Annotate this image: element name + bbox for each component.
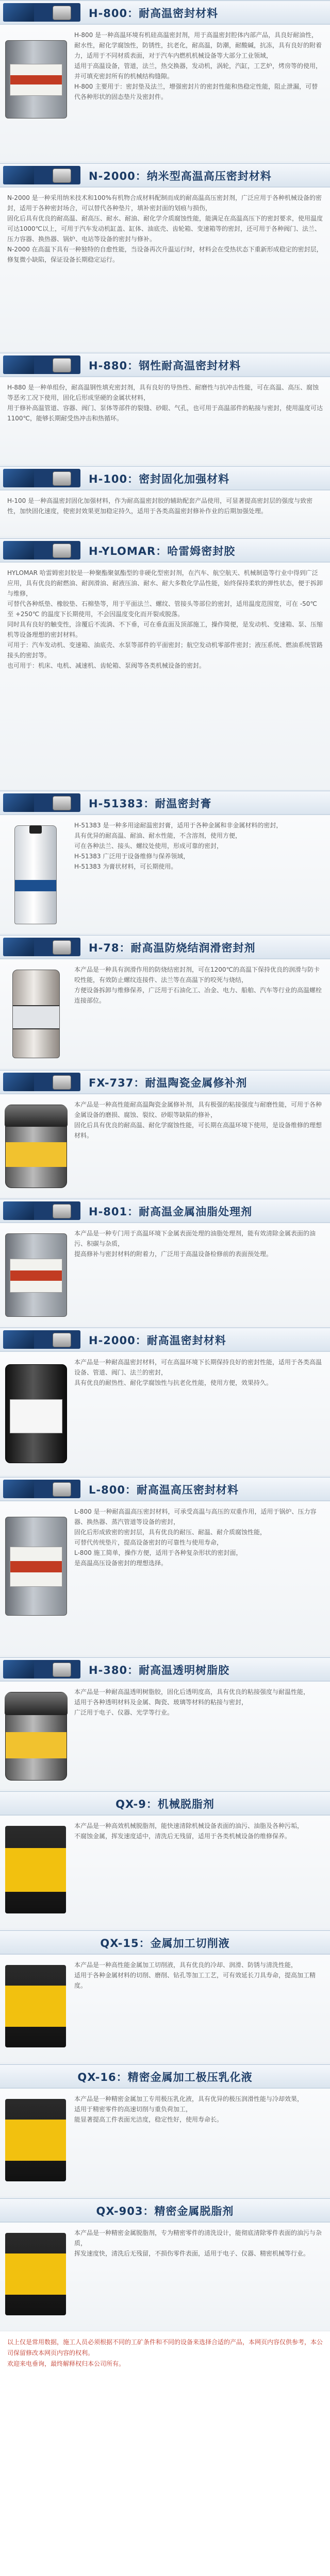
paragraph: 本产品是一种耐高温密封材料，可在高温环境下长期保持良好的密封性能，适用于各类高温设备、管道、阀门、法兰的密封， — [74, 1359, 322, 1376]
section-qx9 — [0, 1791, 330, 1929]
paragraph: 用于修补高温管道、容器、阀门、泵体等部件的裂缝、砂眼、气孔，也可用于高温部件的粘接与密封，使用温度可达1100℃，能够长期耐受热冲击和热循环。 — [7, 404, 323, 422]
paragraph: 具有优良的耐热性、耐化学腐蚀性与抗老化性能，使用方便，效果持久。 — [74, 1379, 273, 1386]
paragraph: H-51383 广泛用于设备维修与保养领域， — [74, 853, 190, 860]
paragraph: 可用于：汽车发动机、变速箱、油底壳、水泵等部件的平面密封；航空发动机零部件密封；液压系统、燃油系统管路接头的密封等。 — [7, 641, 323, 659]
section-banner — [0, 1657, 330, 1682]
section-qx15 — [0, 1930, 330, 2063]
product-logo-icon — [3, 469, 80, 487]
section-body — [0, 1501, 330, 1656]
paragraph: 方便设备拆卸与维修保养，广泛用于石油化工、冶金、电力、船舶、汽车等行业的高温螺栓连接部位。 — [74, 987, 322, 1004]
product-tube-icon — [14, 825, 57, 924]
paragraph: 本产品是一种精密金属脱脂剂，专为精密零件的清洗设计，能彻底清除零件表面的油污与杂质， — [74, 2229, 322, 2247]
paragraph: N-2000 在高温下具有一种独特的自愈性能，当设备再次升温运行时，材料会在受热状态下重新形成稳定的密封层，修复微小缺陷，保证设备长期稳定运行。 — [7, 246, 323, 263]
paragraph: 具有优异的耐高温、耐油、耐水性能，不含溶剂，使用方便， — [74, 832, 242, 839]
section-h51383 — [0, 790, 330, 934]
paragraph: 提高修补与密封材料的附着力，广泛用于高温设备检修前的表面预处理。 — [74, 1250, 273, 1258]
product-bottle-icon — [12, 970, 60, 1058]
section-h880 — [0, 352, 330, 465]
section-title: H-2000：耐高温密封材料 — [89, 1334, 226, 1347]
section-title: QX-903：精密金属脱脂剂 — [96, 2205, 234, 2217]
section-body — [0, 490, 330, 537]
section-body — [0, 1352, 330, 1476]
paragraph: 可替代各种纸垫、橡胶垫、石棉垫等，用于平面法兰、螺纹、管接头等部位的密封，适用温度范围宽，可在 -50℃ 至 +250℃ 的温度下长期使用，不会因温度变化而开裂或脱落。 — [7, 600, 317, 618]
section-l800 — [0, 1477, 330, 1656]
paragraph: 适用于精密零件的高速切削与重负荷加工， — [74, 2106, 192, 2113]
paragraph: 本产品是一种高性能金属加工切削液，具有优良的冷却、润滑、防锈与清洗性能， — [74, 1961, 298, 1969]
section-body — [0, 2089, 330, 2197]
section-title: H-100：密封固化加强材料 — [89, 473, 230, 485]
paragraph: 本产品是一种耐高温透明树脂胶，固化后透明度高，具有优良的粘接强度与耐温性能， — [74, 1688, 310, 1696]
paragraph: 也可用于：机床、电机、减速机、齿轮箱、泵阀等各类机械设备的密封。 — [7, 662, 206, 669]
section-title: H-800：耐高温密封材料 — [89, 7, 219, 20]
section-title: QX-15：金属加工切削液 — [100, 1937, 230, 1950]
section-banner — [0, 163, 330, 188]
section-banner — [0, 0, 330, 25]
product-jar-icon — [5, 1692, 67, 1781]
paragraph: 适用于各种透明材料及金属、陶瓷、玻璃等材料的粘接与密封， — [74, 1699, 248, 1706]
paragraph: 广泛用于电子、仪器、光学等行业。 — [74, 1709, 174, 1716]
section-title: H-380：耐高温透明树脂胶 — [89, 1664, 230, 1676]
section-qx903 — [0, 2198, 330, 2331]
product-logo-icon — [3, 1330, 80, 1349]
product-can-icon — [5, 1233, 67, 1317]
section-banner — [0, 352, 330, 377]
section-text — [74, 1687, 324, 1718]
section-body — [0, 563, 330, 790]
paragraph: H-880 是一种单组份，耐高温钢性填充密封剂，具有良好的导热性、耐磨性与抗冲击性能，可在高温、高压、腐蚀等恶劣工况下使用，固化后形成坚硬的金属状材料， — [7, 384, 319, 401]
section-qx16 — [0, 2064, 330, 2197]
paragraph: H-51383 是一种多用途耐温密封膏，适用于各种金属和非金属材料的密封， — [74, 822, 283, 829]
section-banner — [0, 538, 330, 563]
section-h380 — [0, 1657, 330, 1790]
product-container-icon — [5, 1364, 67, 1463]
paragraph: 固化后具有优良的耐高温、耐化学腐蚀性能，可长期在高温环境下使用，是设备维修的理想材料。 — [74, 1122, 322, 1139]
paragraph: 本产品是一种专门用于高温环境下金属表面处理的油脂处理剂，能有效清除金属表面的油污、积碳与杂质， — [74, 1230, 316, 1247]
paragraph: 可替代传统垫片，提高设备密封的可靠性与使用寿命， — [74, 1539, 223, 1546]
section-title: QX-9：机械脱脂剂 — [116, 1798, 214, 1810]
footer — [0, 2332, 330, 2388]
footer-paragraph: 欢迎来电垂询，最终解释权归本公司所有。 — [7, 2360, 125, 2367]
section-text — [7, 568, 323, 671]
section-title: L-800：耐高温高压密封材料 — [89, 1484, 239, 1496]
section-text — [74, 1821, 324, 1841]
product-logo-icon — [3, 1201, 80, 1220]
section-title: H-78：耐高温防烧结润滑密封剂 — [89, 942, 256, 954]
paragraph: 本产品是一种高效机械脱脂剂，能快速清除机械设备表面的油污、油脂及各种污垢， — [74, 1822, 304, 1829]
paragraph: 是高温高压设备密封的理想选择。 — [74, 1560, 168, 1567]
product-can-icon — [5, 1517, 67, 1616]
section-banner — [0, 1198, 330, 1223]
paragraph: 本产品是一种具有润滑作用的防烧结密封剂，可在1200℃的高温下保持优良的润滑与防卡咬性能，有效防止螺纹连接件、法兰等在高温下的咬死与烧结， — [74, 966, 320, 984]
paragraph: 挥发速度快，清洗后无残留，不损伤零件表面，适用于电子、仪器、精密机械等行业。 — [74, 2250, 310, 2257]
section-banner — [0, 466, 330, 490]
section-text — [74, 1357, 324, 1388]
product-logo-icon — [3, 938, 80, 956]
section-h800 — [0, 0, 330, 162]
paragraph: H-100 是一种高温密封固化加强材料，作为耐高温密封胶的辅助配套产品使用，可显著提高密封层的强度与致密性，加快固化速度，使密封效果更加稳定持久，适用于各类高温密封修补作业的后期加强处理。 — [7, 497, 313, 515]
product-logo-icon — [3, 3, 80, 22]
paragraph: H-51383 为膏状材料，可长期使用。 — [74, 863, 177, 870]
paragraph: 可在各种法兰、接头、螺纹处使用，形成可靠的密封， — [74, 842, 223, 850]
section-text — [7, 193, 323, 265]
section-h2000 — [0, 1327, 330, 1476]
section-text — [74, 30, 324, 102]
section-body — [0, 1955, 330, 2063]
section-title: FX-737：耐温陶瓷金属修补剂 — [89, 1077, 248, 1089]
section-h801 — [0, 1198, 330, 1327]
paragraph: 本产品是一种高性能耐高温陶瓷金属修补剂，具有极强的粘接强度与耐磨性能，可用于各种金属设备的磨损、腐蚀、裂纹、砂眼等缺陷的修补， — [74, 1101, 322, 1118]
paragraph: 本产品是一种精密金属加工专用极压乳化液，具有优异的极压润滑性能与冷却效果， — [74, 2095, 304, 2103]
section-fx737 — [0, 1070, 330, 1198]
section-body — [0, 1094, 330, 1198]
section-body — [0, 188, 330, 352]
section-banner — [0, 2198, 330, 2223]
section-text — [74, 1506, 324, 1568]
paragraph: H-800 是一种高温环境有机硅高温密封剂，用于高温密封腔体内部产品，具良好耐油性，耐水性，耐化学腐蚀性，防锈性，抗老化，耐高温，防潮，耐酸碱，抗冻，具有良好的附着力，适用于不同材质表面，对于汽车内燃机机械设备等大部分工业领域， — [74, 31, 322, 59]
section-banner — [0, 1930, 330, 1955]
section-banner — [0, 1477, 330, 1501]
section-text — [7, 382, 323, 423]
section-banner — [0, 1791, 330, 1816]
section-body — [0, 2223, 330, 2331]
product-logo-icon — [3, 1660, 80, 1679]
product-drum-icon — [5, 2099, 66, 2181]
paragraph: N-2000 是一种采用纳米技术和100%有机物合成材料配制而成的耐高温高压密封剂，广泛应用于各种机械设备的密封，适用于各种密封场合，可以替代各种垫片，填补密封面的划痕与损伤， — [7, 194, 322, 212]
section-banner — [0, 935, 330, 959]
paragraph: 不腐蚀金属，挥发速度适中，清洗后无残留，适用于各类机械设备的维修保养。 — [74, 1833, 291, 1840]
section-text — [74, 2094, 324, 2125]
section-body — [0, 1682, 330, 1790]
section-text — [74, 964, 324, 1006]
paragraph: 固化后具有优良的耐高温、耐高压、耐水、耐油、耐化学介质腐蚀性能，能满足在高温高压下的密封要求，使用温度可达1000℃以上，可用于汽车发动机缸盖、缸体、油底壳、齿轮箱、变速箱等的密封，还可用于各种阀门、法兰、压力容器、换热器、锅炉、电站等设备的密封与修补。 — [7, 215, 323, 243]
product-drum-icon — [5, 1965, 66, 2047]
section-body — [0, 25, 330, 162]
footer-text — [7, 2337, 323, 2369]
paragraph: H-800 主要用于：密封垫及法兰，增强密封片的密封性能和热稳定性能，阻止泄漏，可替代各种形状的固态垫片及密封件。 — [74, 83, 318, 100]
product-can-icon — [5, 40, 67, 118]
section-text — [74, 1960, 324, 1991]
section-text — [74, 1099, 324, 1141]
product-logo-icon — [3, 793, 80, 812]
footer-paragraph: 以上仅是常用数据，施工人员必须根据不同的工矿条件和不同的设备来选择合适的产品，本网页内容仅供参考，本公司保留修改本网页内容的权利。 — [7, 2338, 323, 2357]
section-body — [0, 815, 330, 934]
section-text — [74, 1228, 324, 1259]
section-title: QX-16：精密金属加工极压乳化液 — [77, 2071, 253, 2083]
product-logo-icon — [3, 1073, 80, 1091]
product-logo-icon — [3, 355, 80, 374]
section-title: N-2000：纳米型高温高压密封材料 — [89, 170, 272, 182]
section-body — [0, 377, 330, 465]
section-n2000 — [0, 163, 330, 352]
section-banner — [0, 1327, 330, 1352]
product-jar-icon — [5, 1105, 67, 1188]
product-drum-icon — [5, 1826, 66, 1913]
section-banner — [0, 1070, 330, 1094]
section-hylomar — [0, 538, 330, 790]
paragraph: L-800 是一种耐高温高压密封材料，可承受高温与高压的双重作用，适用于锅炉、压力容器、换热器、蒸汽管道等设备的密封， — [74, 1508, 317, 1526]
product-logo-icon — [3, 541, 80, 560]
section-banner — [0, 2064, 330, 2089]
section-h100 — [0, 466, 330, 537]
paragraph: 适用于高温设备，管道，法兰，热交换器，发动机，涡轮，汽缸，工艺炉，烤房等的使用，并可填充密封所有的机械结构缝隙。 — [74, 62, 322, 80]
section-title: H-880：钢性耐高温密封材料 — [89, 360, 241, 372]
paragraph: 能显著提高工件表面光洁度，稳定性好，使用寿命长。 — [74, 2116, 223, 2123]
product-logo-icon — [3, 1480, 80, 1498]
paragraph: 适用于各种金属材料的切削、磨削、钻孔等加工工艺，可有效延长刀具寿命，提高加工精度。 — [74, 1972, 316, 1989]
section-title: H-YLOMAR：哈雷姆密封胶 — [89, 545, 236, 557]
product-logo-icon — [3, 166, 80, 184]
section-body — [0, 959, 330, 1069]
product-drum-icon — [5, 2233, 66, 2315]
footer-body — [0, 2332, 330, 2388]
section-text — [7, 496, 323, 516]
paragraph: 同时具有良好的触变性，涂覆后不流淌、不下垂，可在垂直面及顶部施工，操作简便，是发动机、变速箱、泵、压缩机等设备理想的密封材料。 — [7, 621, 323, 638]
section-body — [0, 1223, 330, 1327]
section-title: H-801：耐高温金属油脂处理剂 — [89, 1206, 253, 1218]
section-h78 — [0, 935, 330, 1069]
section-text — [74, 820, 324, 872]
section-text — [74, 2228, 324, 2259]
paragraph: 固化后形成致密的密封层，具有优良的耐压、耐温、耐介质腐蚀性能， — [74, 1529, 267, 1536]
paragraph: HYLOMAR 哈雷姆密封胶是一种聚酯聚氨酯型的非硬化型密封剂，在汽车、航空航天、机械制造等行业中得到广泛应用，具有优良的耐燃油、耐润滑油、耐液压油、耐水、耐大多数化学品性能，始终保持柔软的弹性状态，便于拆卸与维修， — [7, 569, 323, 597]
section-banner — [0, 790, 330, 815]
section-body — [0, 1816, 330, 1929]
paragraph: L-800 施工简单，操作方便，适用于各种复杂形状的密封面， — [74, 1549, 242, 1556]
section-title: H-51383：耐温密封膏 — [89, 798, 212, 810]
